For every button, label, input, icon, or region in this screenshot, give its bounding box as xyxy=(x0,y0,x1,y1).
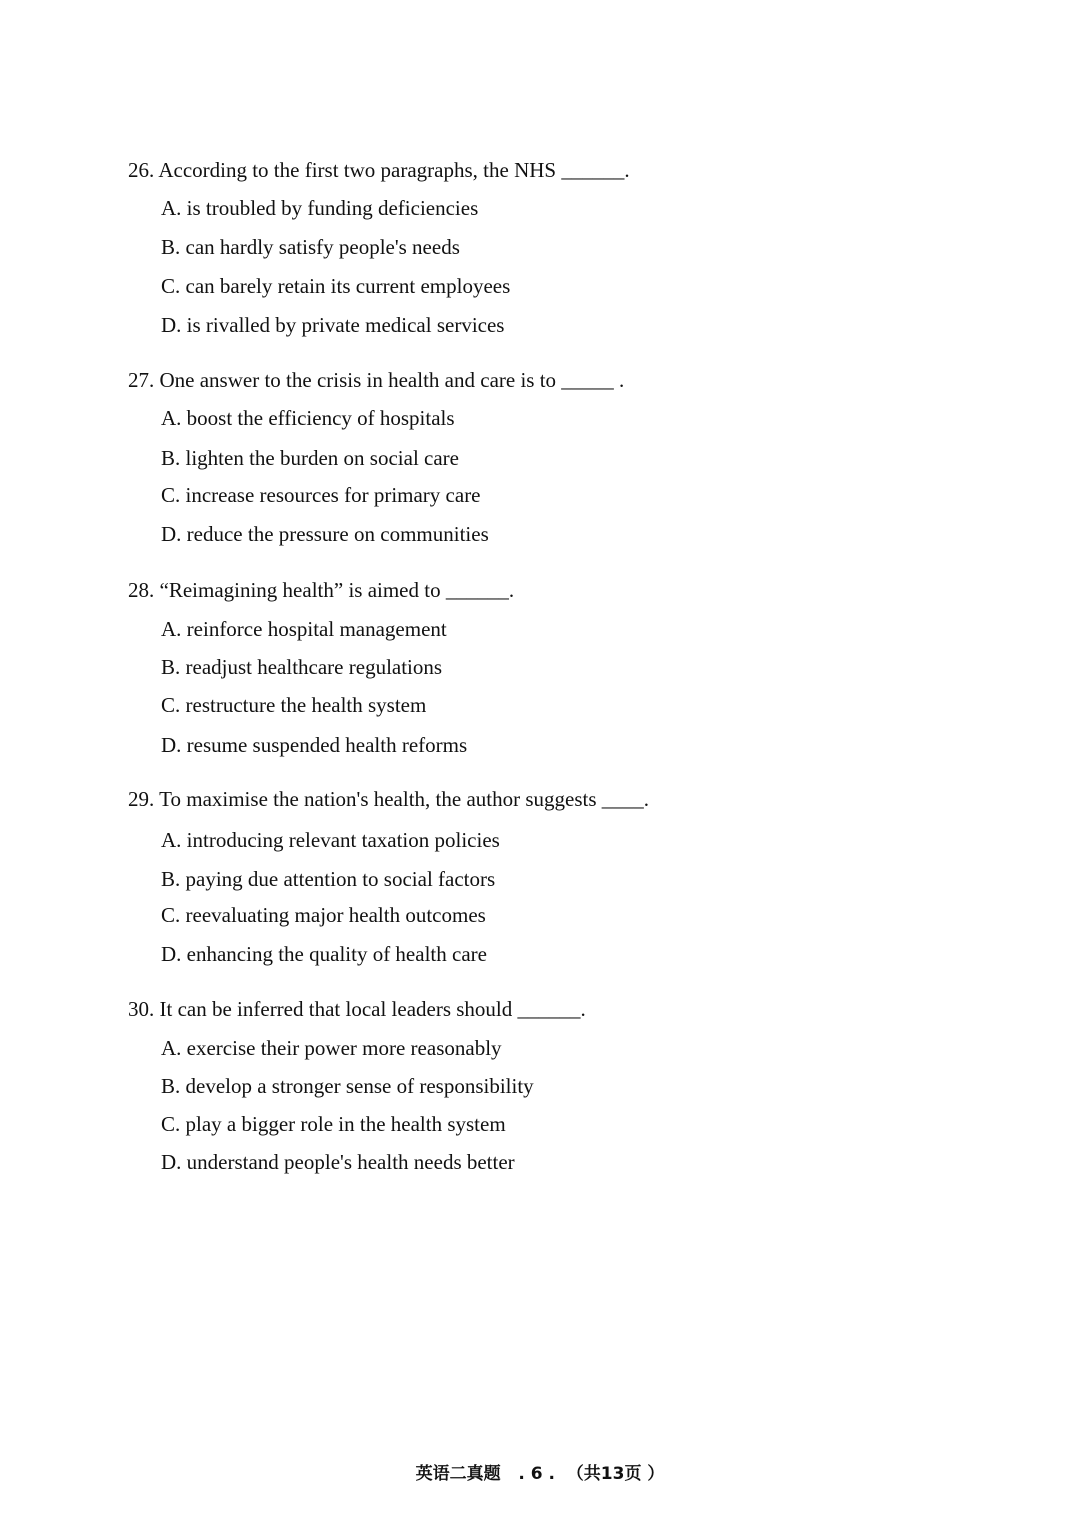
question-26-option-a: A. is troubled by funding deficiencies xyxy=(161,196,479,220)
question-30-option-a: A. exercise their power more reasonably xyxy=(161,1036,502,1060)
question-29-option-a: A. introducing relevant taxation policies xyxy=(161,828,500,852)
question-27-stem: 27. One answer to the crisis in health and care is to _____ . xyxy=(128,368,625,392)
question-26-stem: 26. According to the first two paragraphs, the NHS ______. xyxy=(128,158,630,182)
question-30-stem: 30. It can be inferred that local leaders should ______. xyxy=(128,997,586,1021)
question-29-option-b: B. paying due attention to social factors xyxy=(161,867,496,891)
question-28-option-d: D. resume suspended health reforms xyxy=(161,733,468,757)
question-29-stem: 29. To maximise the nation's health, the author suggests ____. xyxy=(128,787,650,811)
question-29-option-c: C. reevaluating major health outcomes xyxy=(161,903,486,927)
question-28-option-b: B. readjust healthcare regulations xyxy=(161,655,443,679)
question-27-option-b: B. lighten the burden on social care xyxy=(161,446,459,470)
question-27-option-a: A. boost the efficiency of hospitals xyxy=(161,406,455,430)
question-29-option-d: D. enhancing the quality of health care xyxy=(161,942,487,966)
question-30-option-c: C. play a bigger role in the health system xyxy=(161,1112,506,1136)
question-26-option-c: C. can barely retain its current employees xyxy=(161,274,511,298)
question-26-option-d: D. is rivalled by private medical services xyxy=(161,313,505,337)
question-30-option-d: D. understand people's health needs better xyxy=(161,1150,515,1174)
question-27-option-d: D. reduce the pressure on communities xyxy=(161,522,489,546)
question-27-option-c: C. increase resources for primary care xyxy=(161,483,481,507)
question-28-option-a: A. reinforce hospital management xyxy=(161,617,447,641)
question-28-stem: 28. “Reimagining health” is aimed to ______. xyxy=(128,578,515,602)
question-28-option-c: C. restructure the health system xyxy=(161,693,427,717)
question-26-option-b: B. can hardly satisfy people's needs xyxy=(161,235,460,259)
page-footer: 英语二真题 . 6 . （共13页 ） xyxy=(415,1464,665,1484)
question-30-option-b: B. develop a stronger sense of responsibility xyxy=(161,1074,534,1098)
